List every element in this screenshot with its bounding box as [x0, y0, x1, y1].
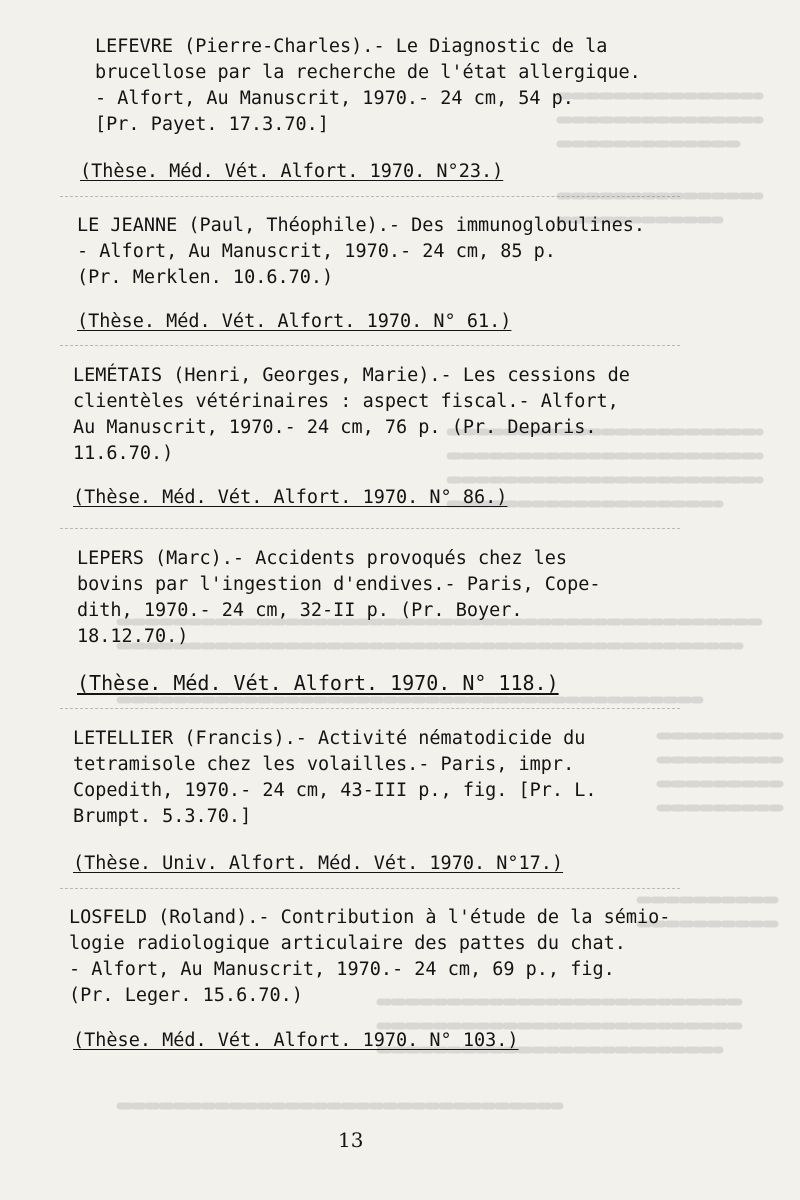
entry-line: Copedith, 1970.- 24 cm, 43-III p., fig. [Pr. L.	[73, 780, 597, 801]
bibliography-entry	[77, 213, 645, 291]
entry-line: - Alfort, Au Manuscrit, 1970.- 24 cm, 69 p., fig.	[69, 959, 615, 980]
bibliography-entry	[73, 363, 630, 467]
entry-line: (Pr. Merklen. 10.6.70.)	[77, 267, 334, 288]
entry-line: bovins par l'ingestion d'endives.- Paris, Cope-	[77, 574, 601, 595]
thesis-reference: (Thèse. Méd. Vét. Alfort. 1970. N° 103.)	[73, 1030, 519, 1051]
thesis-reference: (Thèse. Univ. Alfort. Méd. Vét. 1970. N°17.)	[73, 853, 564, 874]
bibliography-entry	[73, 726, 596, 830]
entry-line: - Alfort, Au Manuscrit, 1970.- 24 cm, 85 p.	[77, 241, 556, 262]
entry-line: [Pr. Payet. 17.3.70.]	[95, 114, 329, 135]
entry-line: logie radiologique articulaire des pattes du chat.	[69, 933, 626, 954]
thesis-reference: (Thèse. Méd. Vét. Alfort. 1970. N° 86.)	[73, 487, 508, 508]
entry-line: dith, 1970.- 24 cm, 32-II p. (Pr. Boyer.	[77, 600, 523, 621]
entry-line: - Alfort, Au Manuscrit, 1970.- 24 cm, 54 p.	[95, 88, 574, 109]
entry-line: LOSFELD (Roland).- Contribution à l'étude de la sémio-	[69, 907, 671, 928]
entry-separator	[60, 196, 680, 197]
page-number: 13	[338, 1128, 364, 1152]
entry-line: tetramisole chez les volailles.- Paris, impr.	[73, 754, 575, 775]
thesis-reference: (Thèse. Méd. Vét. Alfort. 1970. N° 61.)	[77, 311, 512, 332]
entry-line: (Pr. Leger. 15.6.70.)	[69, 985, 303, 1006]
entry-line: LE JEANNE (Paul, Théophile).- Des immunoglobulines.	[77, 215, 646, 236]
entry-line: brucellose par la recherche de l'état allergique.	[95, 62, 641, 83]
entry-line: Brumpt. 5.3.70.]	[73, 806, 252, 827]
entry-line: Au Manuscrit, 1970.- 24 cm, 76 p. (Pr. Deparis.	[73, 417, 597, 438]
entry-line: clientèles vétérinaires : aspect fiscal.- Alfort,	[73, 391, 619, 412]
entry-separator	[60, 528, 680, 529]
entry-separator	[60, 345, 680, 346]
entry-line: 18.12.70.)	[77, 626, 189, 647]
entry-line: LETELLIER (Francis).- Activité nématodicide du	[73, 728, 586, 749]
thesis-reference: (Thèse. Méd. Vét. Alfort. 1970. N°23.)	[80, 161, 504, 182]
entry-line: 11.6.70.)	[73, 443, 174, 464]
entry-line: LEPERS (Marc).- Accidents provoqués chez les	[77, 548, 568, 569]
entry-separator	[60, 888, 680, 889]
entry-separator	[60, 708, 680, 709]
entry-line: LEMÉTAIS (Henri, Georges, Marie).- Les cessions de	[73, 365, 630, 386]
bibliography-entry	[69, 905, 670, 1009]
entry-line: LEFEVRE (Pierre-Charles).- Le Diagnostic de la	[95, 36, 608, 57]
thesis-reference: (Thèse. Méd. Vét. Alfort. 1970. N° 118.)	[77, 671, 559, 695]
bibliography-entry	[95, 34, 641, 138]
bibliography-entry	[77, 546, 600, 650]
